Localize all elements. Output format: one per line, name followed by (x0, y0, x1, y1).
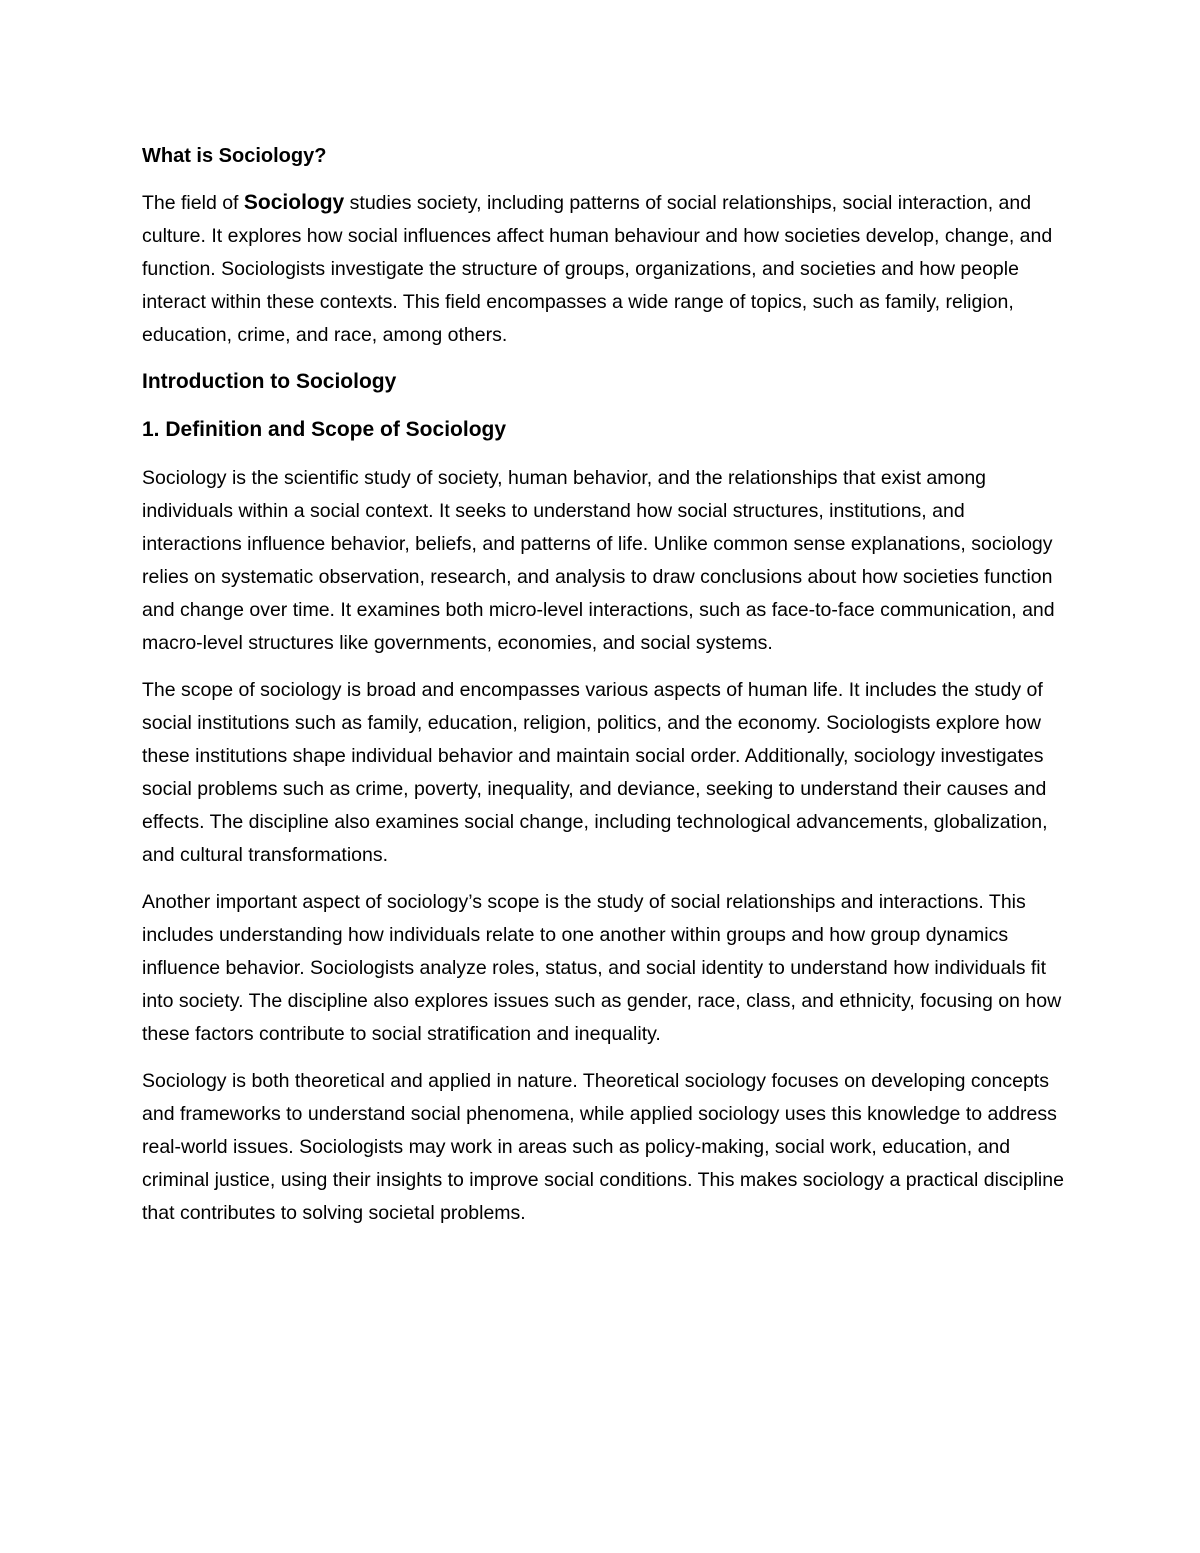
section-heading: Introduction to Sociology (142, 370, 397, 393)
body-paragraph-4: Sociology is both theoretical and applied in nature. Theoretical sociology focuses on developing concepts and frameworks to understand social phenomena, while applied sociology uses this knowledge to address real-world issues. Sociologists may work in areas such as policy-making, social work, education, and criminal justice, using their insights to improve social conditions. This makes sociology a practical discipline that contributes to solving societal problems. (142, 1070, 1064, 1224)
body-paragraph-1: Sociology is the scientific study of society, human behavior, and the relationships that exist among individuals within a social context. It seeks to understand how social structures, institutions, and interactions influence behavior, beliefs, and patterns of life. Unlike common sense explanations, sociology relies on systematic observation, research, and analysis to draw conclusions about how societies function and change over time. It examines both micro-level interactions, such as face-to-face communication, and macro-level structures like governments, economies, and social systems. (142, 467, 1055, 654)
intro-paragraph (142, 186, 1067, 352)
body-paragraph-3: Another important aspect of sociology’s scope is the study of social relationships and interactions. This includes understanding how individuals relate to one another within groups and how group dynamics influence behavior. Sociologists analyze roles, status, and social identity to understand how individuals fit into society. The discipline also explores issues such as gender, race, class, and ethnicity, focusing on how these factors contribute to social stratification and inequality. (142, 891, 1062, 1045)
document-page (142, 140, 1067, 1244)
body-paragraph-2: The scope of sociology is broad and encompasses various aspects of human life. It includes the study of social institutions such as family, education, religion, politics, and the economy. Sociologists explore how these institutions shape individual behavior and maintain social order. Additionally, sociology investigates social problems such as crime, poverty, inequality, and deviance, seeking to understand their causes and effects. The discipline also examines social change, including technological advancements, globalization, and cultural transformations. (142, 679, 1048, 866)
intro-bold-term: Sociology (243, 191, 345, 214)
subsection-heading: 1. Definition and Scope of Sociology (142, 418, 507, 441)
document-title: What is Sociology? (142, 145, 327, 167)
intro-text-after: studies society, including patterns of social relationships, social interaction, and culture. It explores how social influences affect human behaviour and how societies develop, change, and function. Sociologists investigate the structure of groups, organizations, and societies and how people interact within these contexts. This field encompasses a wide range of topics, such as family, religion, education, crime, and race, among others. (142, 192, 1053, 346)
intro-text-before: The field of (142, 192, 244, 214)
